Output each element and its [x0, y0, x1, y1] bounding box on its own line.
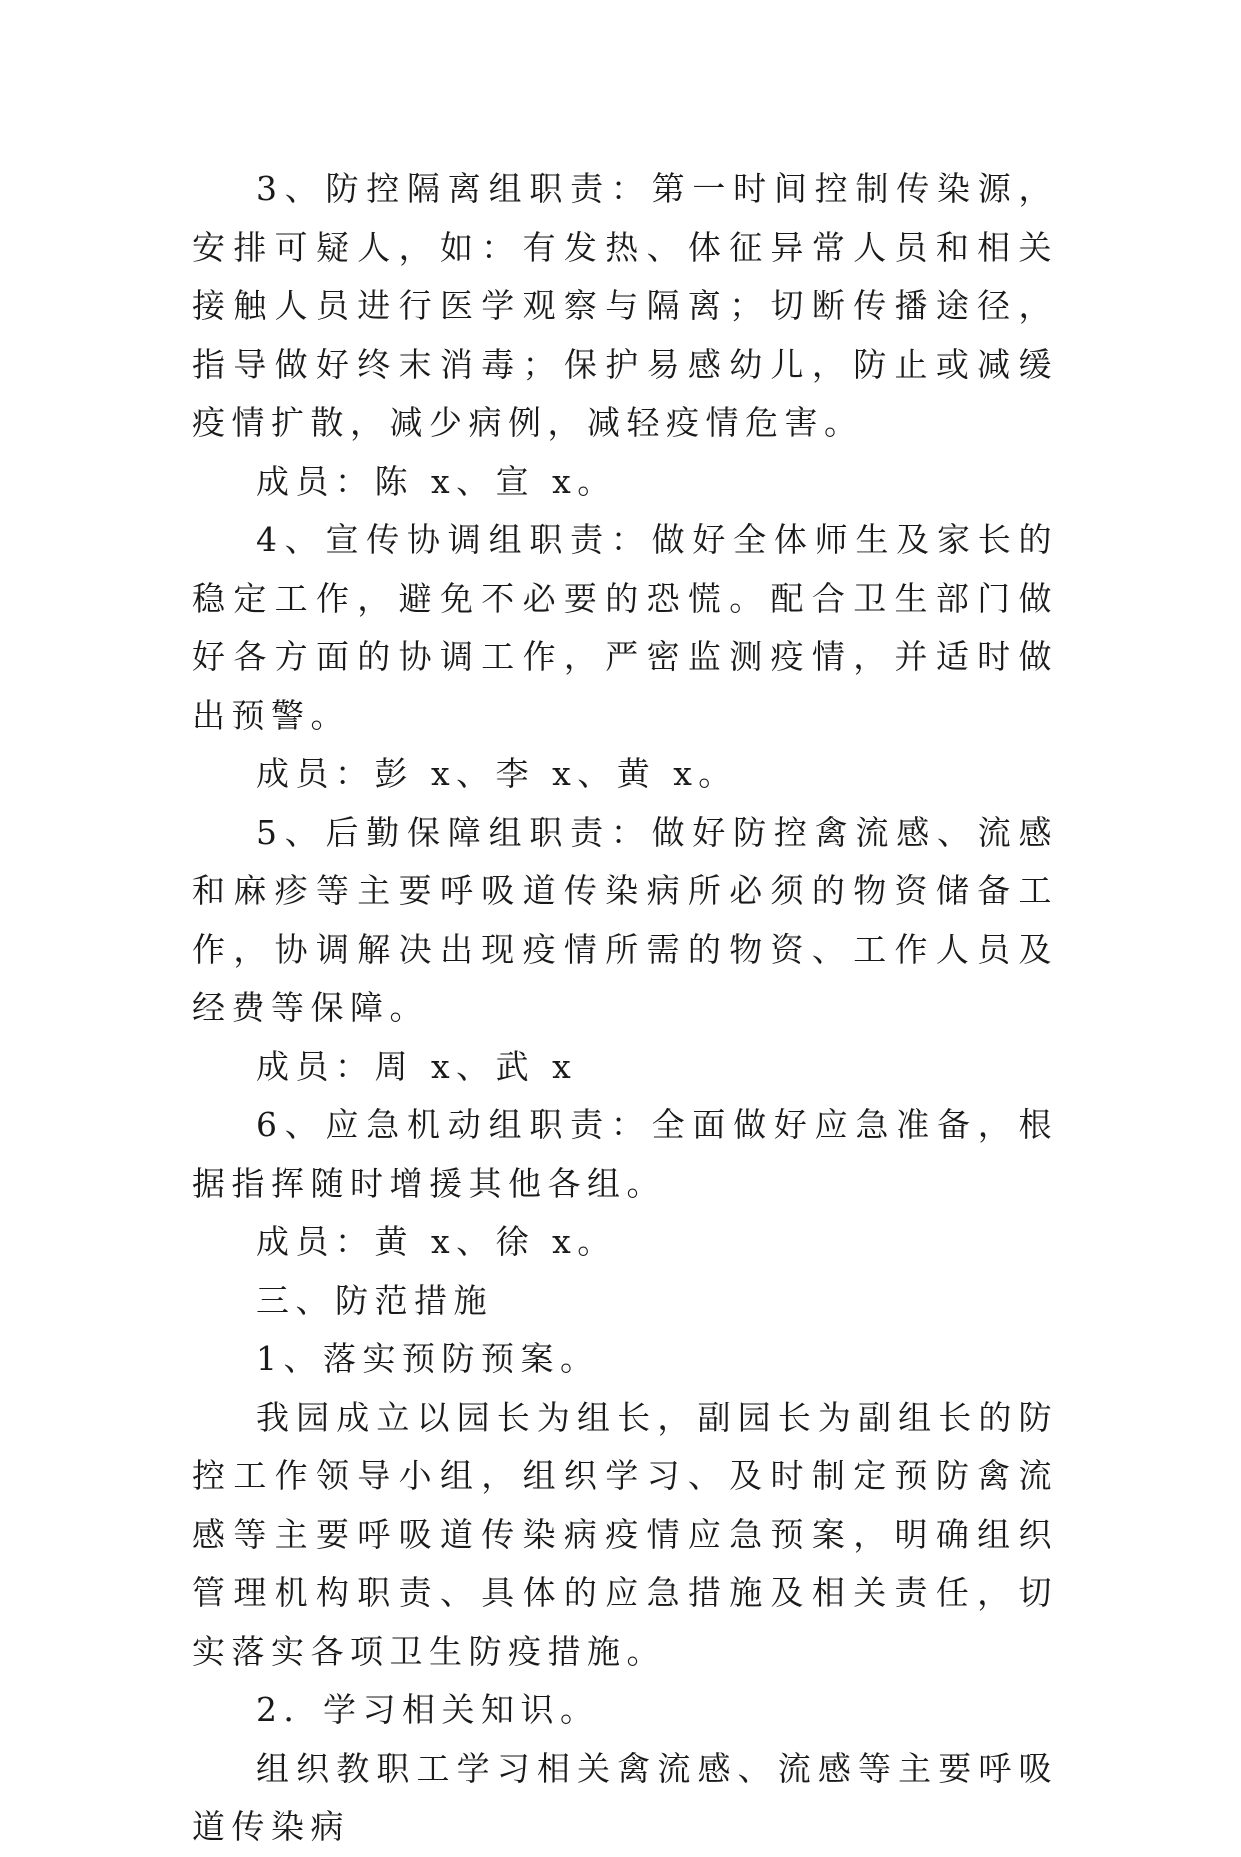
paragraph-staff-training: 组织教职工学习相关禽流感、流感等主要呼吸道传染病: [192, 1748, 1058, 1846]
section-heading-prevention-measures: 三、防范措施: [256, 1280, 493, 1320]
subheading-implement-plan: 1、落实预防预案。: [256, 1339, 600, 1378]
paragraph-publicity-group-duties: 4、宣传协调组职责：做好全体师生及家长的稳定工作，避免不必要的恐慌。配合卫生部门做好各方面的协调工作，严密监测疫情，并适时做出预警。: [192, 520, 1058, 735]
paragraph-emergency-group-duties: 6、应急机动组职责：全面做好应急准备，根据指挥随时增援其他各组。: [192, 1105, 1058, 1203]
paragraph-leadership-group: 我园成立以园长为组长，副园长为副组长的防控工作领导小组，组织学习、及时制定预防禽流感等主要呼吸道传染病疫情应急预案，明确组织管理机构职责、具体的应急措施及相关责任，切实落实各项卫生防疫措施。: [192, 1397, 1058, 1671]
document-page: [192, 160, 1058, 1857]
paragraph-isolation-group-members: 成员：陈 x、宣 x。: [256, 461, 617, 501]
subheading-study-knowledge: 2．学习相关知识。: [256, 1690, 600, 1729]
paragraph-logistics-group-duties: 5、后勤保障组职责：做好防控禽流感、流感和麻疹等主要呼吸道传染病所必须的物资储备工作，协调解决出现疫情所需的物资、工作人员及经费等保障。: [192, 812, 1058, 1027]
paragraph-logistics-group-members: 成员：周 x、武 x: [256, 1046, 578, 1086]
paragraph-emergency-group-members: 成员：黄 x、徐 x。: [256, 1222, 617, 1261]
paragraph-isolation-group-duties: 3、防控隔离组职责：第一时间控制传染源，安排可疑人，如：有发热、体征异常人员和相关接触人员进行医学观察与隔离；切断传播途径，指导做好终末消毒；保护易感幼儿，防止或减缓疫情扩散，减少病例，减轻疫情危害。: [192, 169, 1058, 442]
paragraph-publicity-group-members: 成员：彭 x、李 x、黄 x。: [256, 754, 738, 793]
